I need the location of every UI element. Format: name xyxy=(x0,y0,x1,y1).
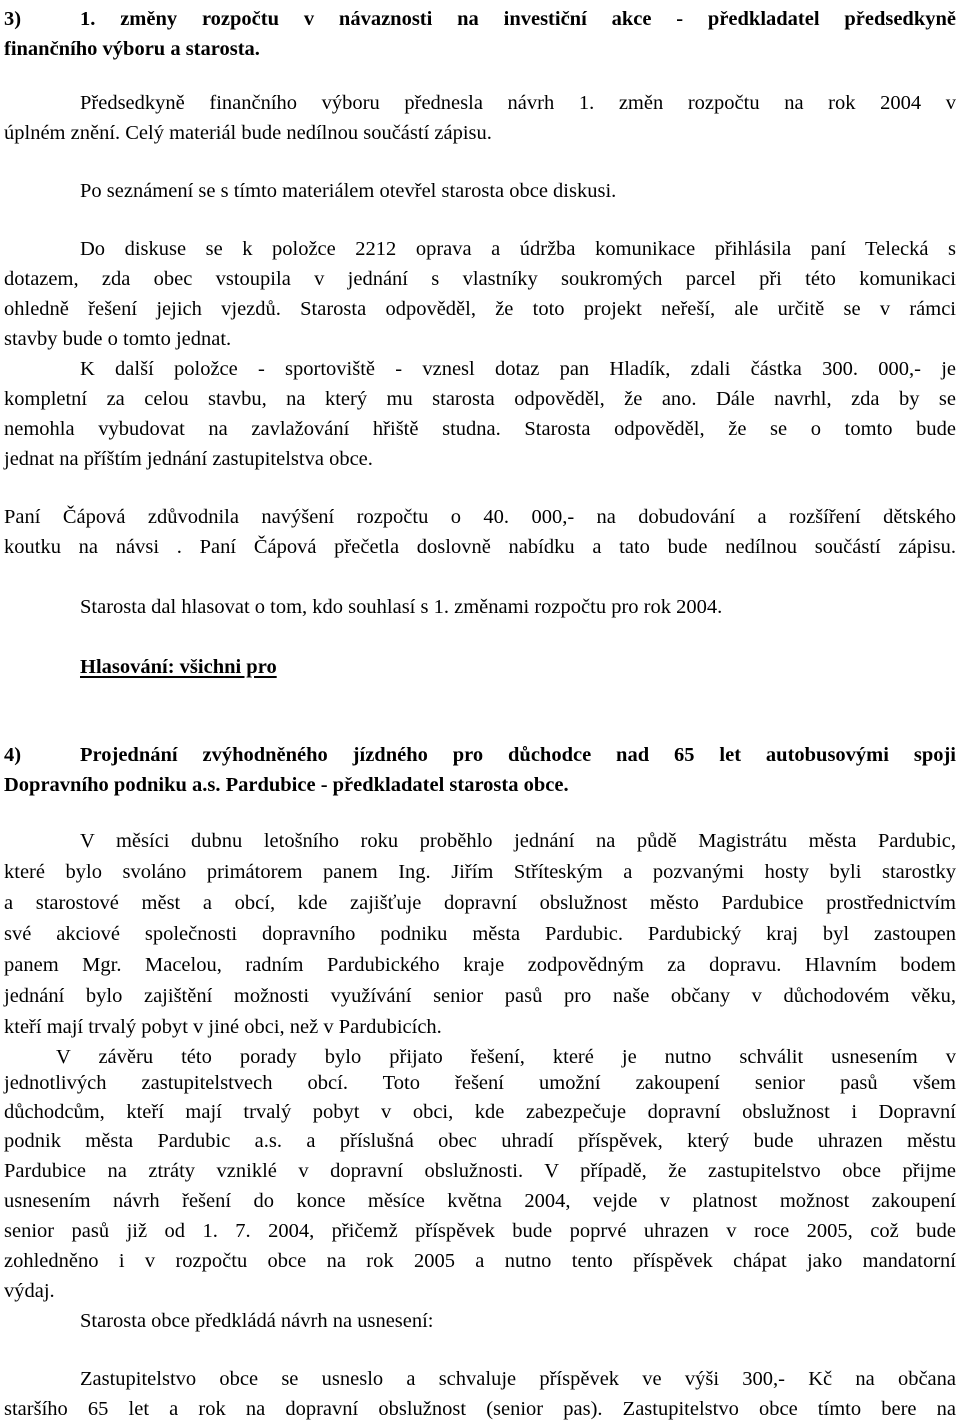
section-4-paragraph-1-line-4: své akciové společnosti dopravního podniku města Pardubic. Pardubický kraj byl zastoupen xyxy=(4,923,956,945)
section-3-number: 3) xyxy=(4,8,22,30)
section-3-paragraph-3-line-2: dotazem, zda obec vstoupila v jednání s vlastníky soukromých parcel při této komunikaci xyxy=(4,268,956,290)
section-4-paragraph-2-line-3: důchodcům, kteří mají trvalý pobyt v obci, kde zabezpečuje dopravní obslužnost i Dopravní xyxy=(4,1101,956,1123)
section-3-heading-line-2: finančního výboru a starosta. xyxy=(4,38,260,60)
section-3-paragraph-1-line-2: úplném znění. Celý materiál bude nedílnou součástí zápisu. xyxy=(4,122,492,144)
section-3-paragraph-4-line-4: jednat na příštím jednání zastupitelstva obce. xyxy=(4,448,373,470)
section-3-paragraph-5-line-2: koutku na návsi . Paní Čápová přečetla doslovně nabídku a tato bude nedílnou součástí zápisu. xyxy=(4,536,956,558)
section-4-paragraph-4-line-2: staršího 65 let a rok na dopravní obslužnost (senior pas). Zastupitelstvo obce tímto bere na xyxy=(4,1398,956,1420)
section-3-paragraph-3-line-4: stavby bude o tomto jednat. xyxy=(4,328,232,350)
section-3-paragraph-1-line-1: Předsedkyně finančního výboru přednesla návrh 1. změn rozpočtu na rok 2004 v xyxy=(80,92,956,114)
section-4-paragraph-2-line-7: senior pasů již od 1. 7. 2004, přičemž příspěvek bude poprvé uhrazen v roce 2005, což bude xyxy=(4,1220,956,1242)
section-4-heading-line-2: Dopravního podniku a.s. Pardubice - předkladatel starosta obce. xyxy=(4,774,569,796)
section-4-paragraph-1-line-1: V měsíci dubnu letošního roku proběhlo jednání na půdě Magistrátu města Pardubic, xyxy=(80,830,956,852)
section-4-paragraph-2-line-6: usnesením návrh řešení do konce měsíce května 2004, vejde v platnost možnost zakoupení xyxy=(4,1190,956,1212)
section-4-paragraph-2-line-2: jednotlivých zastupitelstvech obcí. Toto řešení umožní zakoupení senior pasů všem xyxy=(4,1072,956,1094)
section-3-paragraph-4-line-3: nemohla vybudovat na zavlažování hřiště studna. Starosta odpověděl, že se o tomto bude xyxy=(4,418,956,440)
section-3-paragraph-3-line-1: Do diskuse se k položce 2212 oprava a údržba komunikace přihlásila paní Telecká s xyxy=(80,238,956,260)
section-3-paragraph-3-line-3: ohledně řešení jejich vjezdů. Starosta odpověděl, že toto projekt neřeší, ale určitě se v rámci xyxy=(4,298,956,320)
section-4-paragraph-1-line-2: které bylo svoláno primátorem panem Ing. Jiřím Stříteským a pozvanými hosty byli starostky xyxy=(4,861,956,883)
section-3-paragraph-5-line-1: Paní Čápová zdůvodnila navýšení rozpočtu o 40. 000,- na dobudování a rozšíření dětského xyxy=(4,506,956,528)
section-4-paragraph-1-line-6: jednání bylo zajištění možnosti využívání senior pasů pro naše občany v důchodovém věku, xyxy=(4,985,956,1007)
section-4-paragraph-2-line-1: V závěru této porady bylo přijato řešení, které je nutno schválit usnesením v xyxy=(56,1046,956,1068)
section-4-paragraph-2-line-8: zohledněno i v rozpočtu obce na rok 2005 a nutno tento příspěvek chápat jako mandatorní xyxy=(4,1250,956,1272)
section-4-heading-line-1: Projednání zvýhodněného jízdného pro důchodce nad 65 let autobusovými spoji xyxy=(80,744,956,766)
section-3-heading-line-1: 1. změny rozpočtu v návaznosti na investiční akce - předkladatel předsedkyně xyxy=(80,8,956,30)
section-3-paragraph-2: Po seznámení se s tímto materiálem otevřel starosta obce diskusi. xyxy=(80,180,617,202)
section-3-paragraph-6: Starosta dal hlasovat o tom, kdo souhlasí s 1. změnami rozpočtu pro rok 2004. xyxy=(80,596,723,618)
section-4-paragraph-1-line-3: a starostové měst a obcí, kde zajišťuje dopravní obslužnost město Pardubice prostřednictvím xyxy=(4,892,956,914)
vote-result: Hlasování: všichni pro xyxy=(80,656,277,678)
section-4-paragraph-1-line-7: kteří mají trvalý pobyt v jiné obci, než v Pardubicích. xyxy=(4,1016,442,1038)
section-4-paragraph-2-line-5: Pardubice na ztráty vzniklé v dopravní obslužnosti. V případě, že zastupitelstvo obce přijme xyxy=(4,1160,956,1182)
section-4-paragraph-2-line-9: výdaj. xyxy=(4,1280,55,1302)
section-4-paragraph-4-line-1: Zastupitelstvo obce se usneslo a schvaluje příspěvek ve výši 300,- Kč na občana xyxy=(80,1368,956,1390)
section-3-paragraph-4-line-2: kompletní za celou stavbu, na který mu starosta odpověděl, že ano. Dále navrhl, zda by se xyxy=(4,388,956,410)
section-4-paragraph-2-line-4: podnik města Pardubic a.s. a příslušná obec uhradí příspěvek, který bude uhrazen městu xyxy=(4,1130,956,1152)
section-4-paragraph-1-line-5: panem Mgr. Macelou, radním Pardubického kraje zodpovědným za dopravu. Hlavním bodem xyxy=(4,954,956,976)
section-4-number: 4) xyxy=(4,744,22,766)
section-3-paragraph-4-line-1: K další položce - sportoviště - vznesl dotaz pan Hladík, zdali částka 300. 000,- je xyxy=(80,358,956,380)
section-4-paragraph-3: Starosta obce předkládá návrh na usnesení: xyxy=(80,1310,434,1332)
